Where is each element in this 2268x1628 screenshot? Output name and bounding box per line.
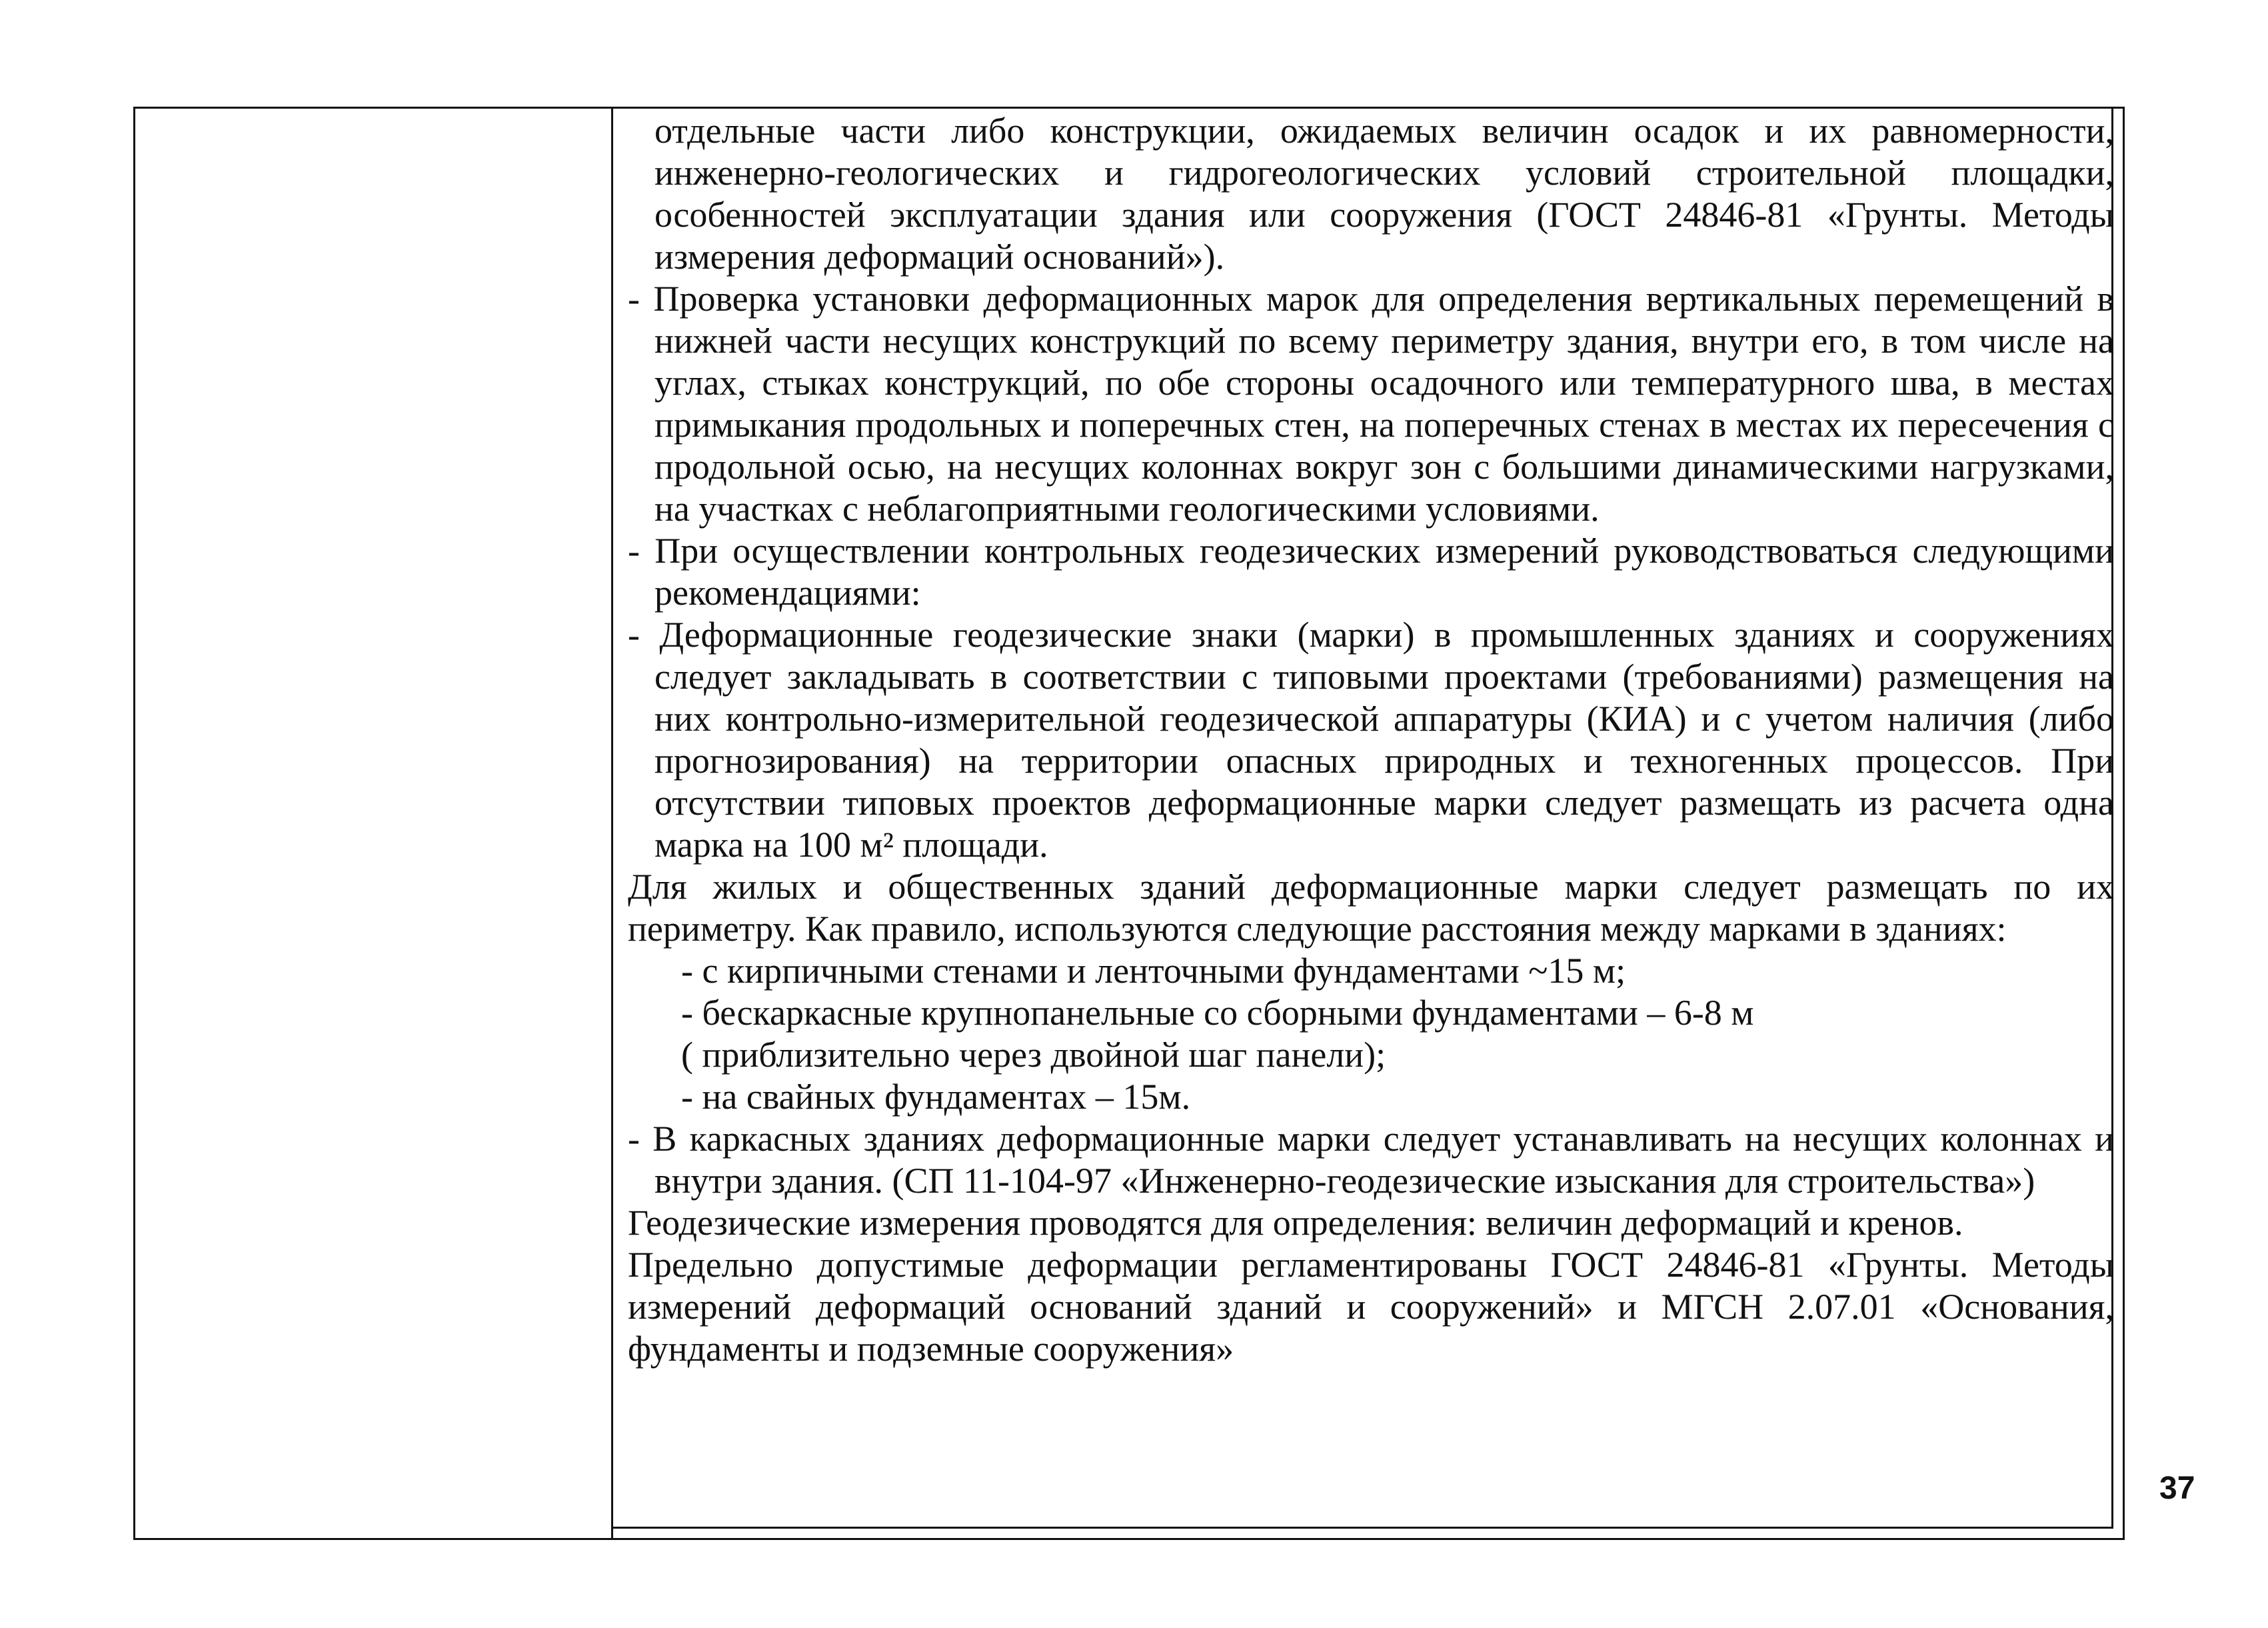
text-content <box>628 110 2114 1370</box>
list-item: - бескаркасные крупнопанельные со сборными фундаментами – 6-8 м <box>681 993 1754 1033</box>
list-item: - на свайных фундаментах – 15м. <box>681 1077 1191 1117</box>
bullet-paragraph: - Проверка установки деформационных марок для определения вертикальных перемещений в нижней части несущих конструкций по всему периметру здания, внутри его, в том числе на углах, стыках конструкций, по обе стороны осадочного или температурного шва, в местах примыкания продольных и поперечных стен, на поперечных стенах в местах их пересечения с продольной осью, на несущих колоннах вокруг зон с большими динамическими нагрузками, на участках с неблагоприятными геологическими условиями. <box>628 279 2114 529</box>
bullet-paragraph: - Деформационные геодезические знаки (марки) в промышленных зданиях и сооружениях следует закладывать в соответствии с типовыми проектами (требованиями) размещения на них контрольно-измерительной геодезической аппаратуры (КИА) и с учетом наличия (либо прогнозирования) на территории опасных природных и техногенных процессов. При отсутствии типовых проектов деформационные марки следует размещать из расчета одна марка на 100 м² площади. <box>628 615 2114 865</box>
right-column <box>613 109 2123 1538</box>
bullet-paragraph: - При осуществлении контрольных геодезических измерений руководствоваться следующими рекомендациями: <box>628 531 2114 613</box>
paragraph: Предельно допустимые деформации регламентированы ГОСТ 24846-81 «Грунты. Методы измерений деформаций оснований зданий и сооружений» и МГСН 2.07.01 «Основания, фундаменты и подземные сооружения» <box>628 1245 2114 1369</box>
bullet-paragraph: - В каркасных зданиях деформационные марки следует устанавливать на несущих колоннах и внутри здания. (СП 11-104-97 «Инженерно-геодезические изыскания для строительства») <box>628 1119 2114 1201</box>
paragraph: Геодезические измерения проводятся для определения: величин деформаций и кренов. <box>628 1203 1963 1243</box>
paragraph: Для жилых и общественных зданий деформационные марки следует размещать по их периметру. Как правило, используются следующие расстояния между марками в зданиях: <box>628 867 2114 949</box>
list-item-continuation: ( приблизительно через двойной шаг панели); <box>681 1035 1386 1075</box>
page-number: 37 <box>2159 1471 2195 1506</box>
paragraph: отдельные части либо конструкции, ожидаемых величин осадок и их равномерности, инженерно-геологических и гидрогеологических условий строительной площадки, особенностей эксплуатации здания или сооружения (ГОСТ 24846-81 «Грунты. Методы измерения деформаций оснований»). <box>654 111 2114 277</box>
left-column-empty <box>135 109 613 1538</box>
document-table <box>133 107 2125 1540</box>
list-item: - с кирпичными стенами и ленточными фундаментами ~15 м; <box>681 951 1626 991</box>
